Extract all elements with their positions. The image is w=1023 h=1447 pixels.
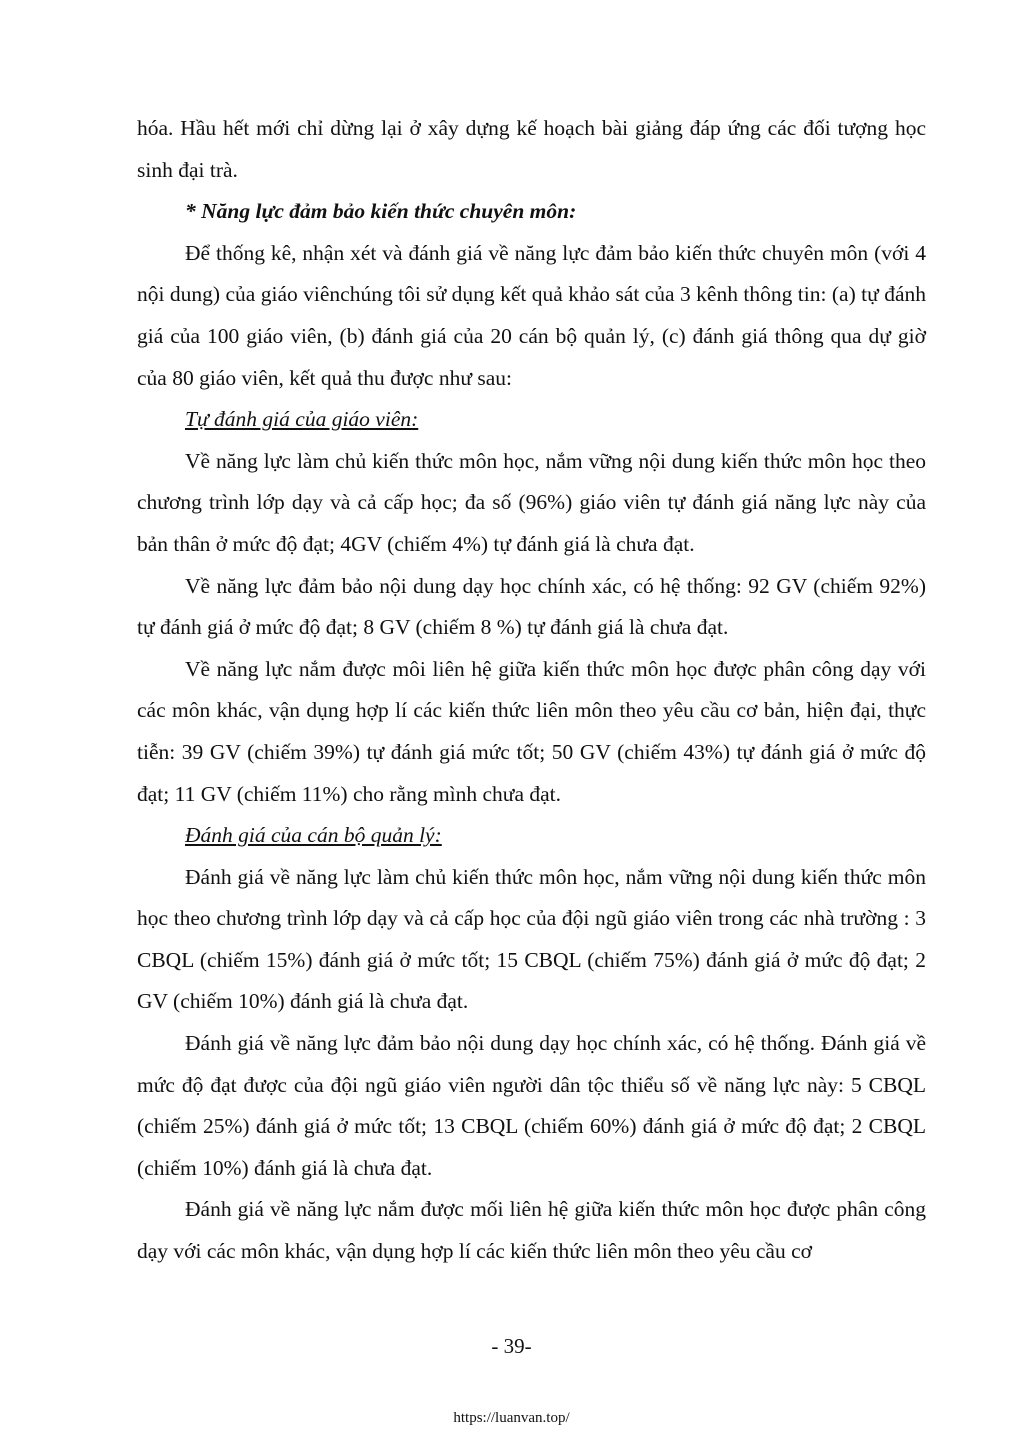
- footer-url[interactable]: https://luanvan.top/: [453, 1410, 570, 1426]
- paragraph-teacher-3: Về năng lực nắm được môi liên hệ giữa kiến thức môn học được phân công dạy với các môn khác, vận dụng hợp lí các kiến thức liên môn theo yêu cầu cơ bản, hiện đại, thực tiễn: 39 GV (chiếm 39%) tự đánh giá mức tốt; 50 GV (chiếm 43%) tự đánh giá ở mức độ đạt; 11 GV (chiếm 11%) cho rằng mình chưa đạt.: [137, 656, 926, 806]
- section-heading: * Năng lực đảm bảo kiến thức chuyên môn:: [185, 199, 577, 224]
- paragraph-manager-1: Đánh giá về năng lực làm chủ kiến thức môn học, nắm vững nội dung kiến thức môn học theo chương trình lớp dạy và cả cấp học của đội ngũ giáo viên trong các nhà trường : 3 CBQL (chiếm 15%) đánh giá ở mức tốt; 15 CBQL (chiếm 75%) đánh giá ở mức độ đạt; 2 GV (chiếm 10%) đánh giá là chưa đạt.: [137, 864, 926, 1014]
- subheading-teacher-self-assessment: Tự đánh giá của giáo viên:: [185, 407, 419, 432]
- paragraph-manager-2: Đánh giá về năng lực đảm bảo nội dung dạy học chính xác, có hệ thống. Đánh giá về mức độ đạt được của đội ngũ giáo viên người dân tộc thiểu số về năng lực này: 5 CBQL (chiếm 25%) đánh giá ở mức tốt; 13 CBQL (chiếm 60%) đánh giá ở mức độ đạt; 2 CBQL (chiếm 10%) đánh giá là chưa đạt.: [137, 1031, 926, 1180]
- paragraph-manager-3: Đánh giá về năng lực nắm được mối liên hệ giữa kiến thức môn học được phân công dạy với các môn khác, vận dụng hợp lí các kiến thức liên môn theo yêu cầu cơ: [137, 1197, 926, 1264]
- page-number: - 39-: [491, 1334, 532, 1358]
- paragraph-teacher-2: Về năng lực đảm bảo nội dung dạy học chính xác, có hệ thống: 92 GV (chiếm 92%) tự đánh giá ở mức độ đạt; 8 GV (chiếm 8 %) tự đánh giá là chưa đạt.: [137, 573, 926, 640]
- document-body: [137, 108, 926, 1273]
- paragraph-teacher-1: Về năng lực làm chủ kiến thức môn học, nắm vững nội dung kiến thức môn học theo chương trình lớp dạy và cả cấp học; đa số (96%) giáo viên tự đánh giá năng lực này của bản thân ở mức độ đạt; 4GV (chiếm 4%) tự đánh giá là chưa đạt.: [137, 448, 926, 556]
- paragraph-intro: Để thống kê, nhận xét và đánh giá về năng lực đảm bảo kiến thức chuyên môn (với 4 nội dung) của giáo viênchúng tôi sử dụng kết quả khảo sát của 3 kênh thông tin: (a) tự đánh giá của 100 giáo viên, (b) đánh giá của 20 cán bộ quản lý, (c) đánh giá thông qua dự giờ của 80 giáo viên, kết quả thu được như sau:: [137, 240, 926, 390]
- subheading-manager-assessment: Đánh giá của cán bộ quản lý:: [185, 823, 442, 848]
- paragraph-continuation: hóa. Hầu hết mới chỉ dừng lại ở xây dựng kế hoạch bài giảng đáp ứng các đối tượng học sinh đại trà.: [137, 116, 926, 182]
